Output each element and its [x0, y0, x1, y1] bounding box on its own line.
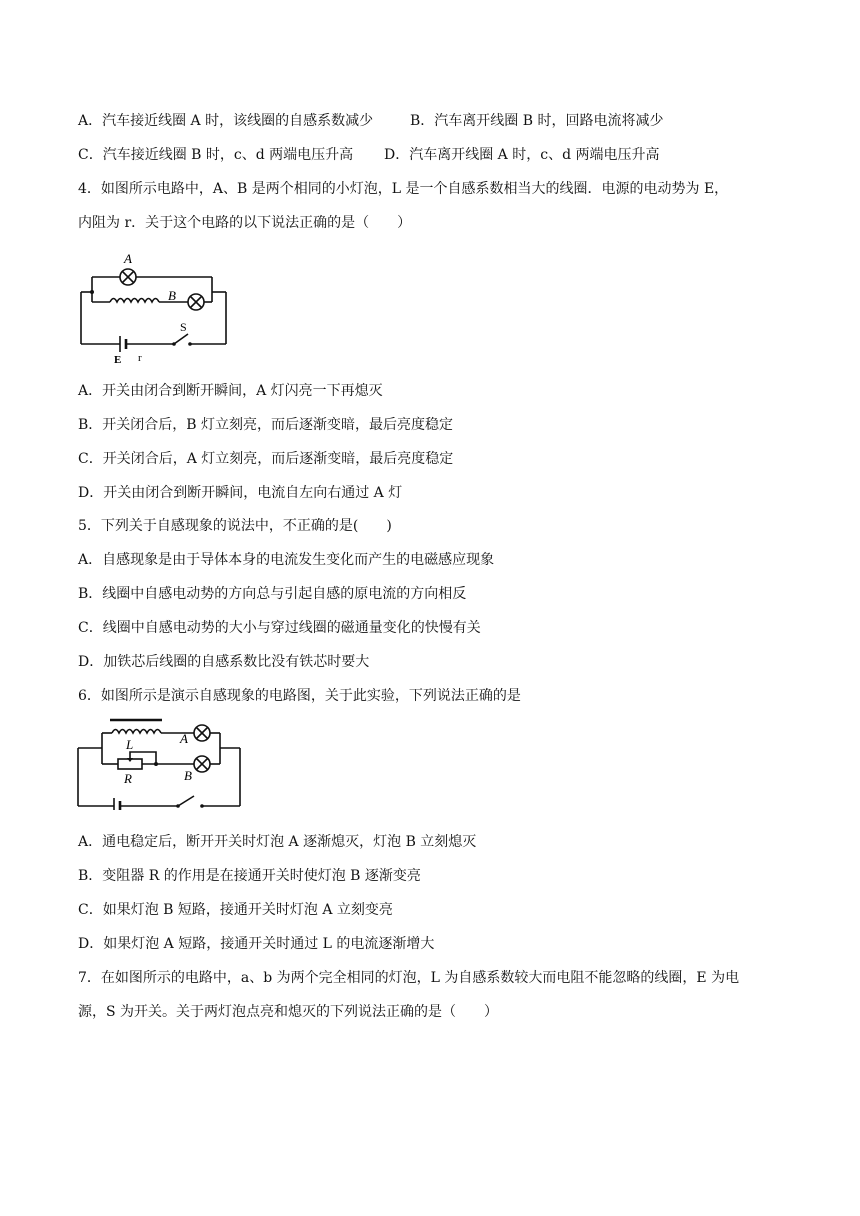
q3-option-a: A．汽车接近线圈 A 时，该线圈的自感系数减少	[78, 113, 374, 129]
q3-option-d: D．汽车离开线圈 A 时，c、d 两端电压升高	[384, 147, 660, 163]
q5-option-c: C．线圈中自感电动势的大小与穿过线圈的磁通量变化的快慢有关	[78, 620, 481, 636]
q6-label-coil: L	[126, 737, 134, 752]
q6-stem: 6．如图所示是演示自感现象的电路图，关于此实验，下列说法正确的是	[78, 688, 521, 704]
q4-stem-line1: 4．如图所示电路中，A、B 是两个相同的小灯泡，L 是一个自感系数相当大的线圈．电源的电动势为 E，	[78, 181, 729, 197]
q4-label-lamp-b: B	[168, 288, 176, 303]
q6-circuit-diagram	[76, 714, 246, 810]
q3-option-c: C．汽车接近线圈 B 时，c、d 两端电压升高	[78, 147, 354, 163]
q5-stem: 5．下列关于自感现象的说法中，不正确的是( )	[78, 518, 392, 534]
q4-option-a: A．开关由闭合到断开瞬间，A 灯闪亮一下再熄灭	[78, 383, 383, 399]
q7-stem-line1: 7．在如图所示的电路中，a、b 为两个完全相同的灯泡，L 为自感系数较大而电阻不能忽略的线圈，E 为电	[78, 970, 740, 986]
q3-option-b: B．汽车离开线圈 B 时，回路电流将减少	[410, 113, 664, 129]
q6-option-b: B．变阻器 R 的作用是在接通开关时使灯泡 B 逐渐变亮	[78, 868, 421, 884]
q7-stem-line2: 源，S 为开关。关于两灯泡点亮和熄灭的下列说法正确的是（ ）	[78, 1004, 499, 1020]
q6-label-lamp-a: A	[180, 731, 188, 746]
q6-option-d: D．如果灯泡 A 短路，接通开关时通过 L 的电流逐渐增大	[78, 936, 435, 952]
q4-label-emf: E	[114, 354, 122, 366]
q5-option-a: A．自感现象是由于导体本身的电流发生变化而产生的电磁感应现象	[78, 552, 495, 568]
q4-label-switch: S	[180, 320, 187, 334]
q6-option-a: A．通电稳定后，断开开关时灯泡 A 逐渐熄灭，灯泡 B 立刻熄灭	[78, 834, 477, 850]
q5-option-d: D．加铁芯后线圈的自感系数比没有铁芯时要大	[78, 654, 370, 670]
q4-label-r: r	[138, 352, 142, 364]
q4-option-c: C．开关闭合后，A 灯立刻亮，而后逐渐变暗，最后亮度稳定	[78, 451, 454, 467]
q4-option-d: D．开关由闭合到断开瞬间，电流自左向右通过 A 灯	[78, 485, 403, 501]
q4-stem-line2: 内阻为 r．关于这个电路的以下说法正确的是（ ）	[78, 215, 412, 231]
q4-option-b: B．开关闭合后，B 灯立刻亮，而后逐渐变暗，最后亮度稳定	[78, 417, 454, 433]
q6-label-resistor: R	[124, 771, 132, 786]
q6-label-lamp-b: B	[184, 768, 192, 783]
q5-option-b: B．线圈中自感电动势的方向总与引起自感的原电流的方向相反	[78, 586, 467, 602]
q4-circuit-diagram	[76, 250, 236, 366]
q6-option-c: C．如果灯泡 B 短路，接通开关时灯泡 A 立刻变亮	[78, 902, 393, 918]
q4-label-lamp-a: A	[124, 251, 132, 266]
